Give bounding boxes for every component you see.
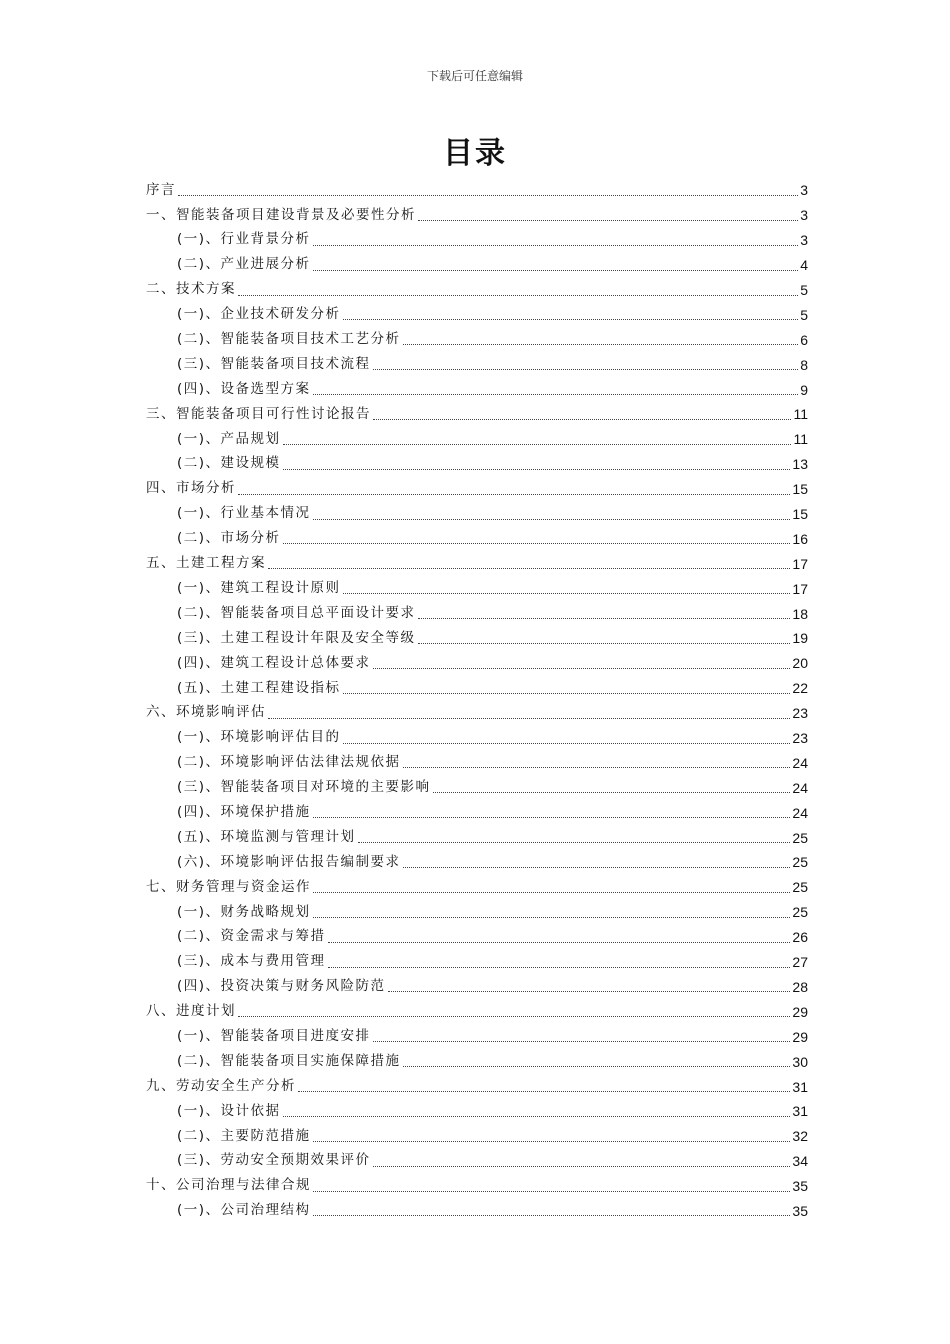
toc-entry-title: (一)、智能装备项目进度安排: [177, 1027, 371, 1044]
toc-section-entry[interactable]: [146, 576, 808, 601]
toc-entry-title: 六、环境影响评估: [146, 704, 266, 721]
toc-entry-title: (一)、财务战略规划: [177, 903, 311, 920]
toc-entry-title: (二)、资金需求与筹措: [177, 928, 326, 945]
toc-entry-title: (三)、土建工程设计年限及安全等级: [177, 629, 416, 646]
toc-section-entry[interactable]: [146, 726, 808, 751]
toc-chapter-entry[interactable]: [146, 477, 808, 502]
toc-dot-leader: [238, 295, 798, 296]
toc-entry-title: (一)、建筑工程设计原则: [177, 579, 341, 596]
toc-section-entry[interactable]: [146, 601, 808, 626]
toc-section-entry[interactable]: [146, 327, 808, 352]
toc-section-entry[interactable]: [146, 925, 808, 950]
toc-dot-leader: [343, 693, 791, 694]
toc-dot-leader: [433, 792, 791, 793]
toc-section-entry[interactable]: [146, 253, 808, 278]
toc-dot-leader: [403, 1066, 791, 1067]
toc-dot-leader: [283, 543, 791, 544]
toc-chapter-entry[interactable]: [146, 402, 808, 427]
toc-page-number: 35: [792, 1202, 808, 1219]
toc-page-number: 23: [792, 730, 808, 747]
toc-chapter-entry[interactable]: [146, 551, 808, 576]
toc-page-number: 11: [793, 406, 808, 423]
toc-page-number: 23: [792, 705, 808, 722]
toc-dot-leader: [268, 718, 790, 719]
toc-section-entry[interactable]: [146, 502, 808, 527]
toc-page-number: 31: [792, 1078, 808, 1095]
toc-page-number: 18: [792, 605, 808, 622]
toc-page-number: 24: [792, 754, 808, 771]
toc-entry-title: 九、劳动安全生产分析: [146, 1077, 296, 1094]
toc-entry-title: 二、技术方案: [146, 281, 236, 298]
toc-dot-leader: [373, 1041, 791, 1042]
toc-chapter-entry[interactable]: [146, 999, 808, 1024]
toc-page-number: 34: [792, 1153, 808, 1170]
toc-entry-title: (五)、环境监测与管理计划: [177, 828, 356, 845]
toc-section-entry[interactable]: [146, 452, 808, 477]
toc-page-number: 8: [800, 356, 808, 373]
toc-entry-title: (四)、设备选型方案: [177, 380, 311, 397]
toc-page-number: 3: [800, 207, 808, 224]
toc-dot-leader: [178, 195, 798, 196]
toc-dot-leader: [313, 817, 791, 818]
toc-page-number: 31: [792, 1103, 808, 1120]
toc-entry-title: (二)、主要防范措施: [177, 1127, 311, 1144]
toc-dot-leader: [373, 419, 791, 420]
page-header: 下载后可任意编辑: [426, 69, 523, 83]
toc-page-number: 11: [793, 431, 808, 448]
toc-page-number: 19: [792, 630, 808, 647]
toc-dot-leader: [313, 1215, 791, 1216]
toc-chapter-entry[interactable]: [146, 875, 808, 900]
toc-dot-leader: [343, 743, 791, 744]
toc-page-number: 35: [792, 1178, 808, 1195]
toc-section-entry[interactable]: [146, 676, 808, 701]
toc-entry-title: (一)、环境影响评估目的: [177, 729, 341, 746]
toc-page-number: 4: [800, 257, 808, 274]
toc-dot-leader: [283, 444, 792, 445]
toc-chapter-entry[interactable]: [146, 1074, 808, 1099]
toc-entry-title: 五、土建工程方案: [146, 555, 266, 572]
toc-dot-leader: [313, 270, 799, 271]
toc-dot-leader: [313, 394, 799, 395]
toc-dot-leader: [373, 1166, 791, 1167]
toc-chapter-entry[interactable]: [146, 178, 808, 203]
toc-page-number: 32: [792, 1128, 808, 1145]
toc-dot-leader: [388, 991, 791, 992]
toc-page-number: 25: [792, 904, 808, 921]
toc-page-number: 30: [792, 1053, 808, 1070]
toc-page-number: 3: [800, 182, 808, 199]
toc-dot-leader: [418, 220, 798, 221]
toc-section-entry[interactable]: [146, 228, 808, 253]
toc-page-number: 17: [792, 555, 808, 572]
toc-entry-title: (三)、劳动安全预期效果评价: [177, 1152, 371, 1169]
toc-section-entry[interactable]: [146, 377, 808, 402]
toc-page-number: 15: [792, 506, 808, 523]
toc-entry-title: (四)、建筑工程设计总体要求: [177, 654, 371, 671]
toc-dot-leader: [238, 1016, 790, 1017]
toc-entry-title: 一、智能装备项目建设背景及必要性分析: [146, 206, 416, 223]
toc-entry-title: (二)、产业进展分析: [177, 256, 311, 273]
toc-section-entry[interactable]: [146, 1024, 808, 1049]
toc-entry-title: (一)、行业背景分析: [177, 231, 311, 248]
toc-dot-leader: [403, 344, 799, 345]
toc-entry-title: (一)、设计依据: [177, 1102, 281, 1119]
toc-page-number: 13: [792, 456, 808, 473]
toc-dot-leader: [298, 1091, 790, 1092]
toc-dot-leader: [418, 618, 791, 619]
toc-dot-leader: [313, 245, 799, 246]
toc-page-number: 24: [792, 804, 808, 821]
toc-entry-title: (二)、市场分析: [177, 530, 281, 547]
toc-section-entry[interactable]: [146, 1099, 808, 1124]
toc-chapter-entry[interactable]: [146, 278, 808, 303]
toc-chapter-entry[interactable]: [146, 1174, 808, 1199]
toc-entry-title: 八、进度计划: [146, 1003, 236, 1020]
toc-page-number: 29: [792, 1003, 808, 1020]
toc-section-entry[interactable]: [146, 1149, 808, 1174]
toc-dot-leader: [238, 494, 790, 495]
toc-chapter-entry[interactable]: [146, 203, 808, 228]
toc-dot-leader: [373, 369, 799, 370]
toc-section-entry[interactable]: [146, 975, 808, 1000]
toc-page-number: 6: [800, 331, 808, 348]
toc-section-entry[interactable]: [146, 800, 808, 825]
toc-page-number: 25: [792, 829, 808, 846]
toc-entry-title: (四)、投资决策与财务风险防范: [177, 978, 386, 995]
toc-entry-title: (三)、智能装备项目对环境的主要影响: [177, 779, 431, 796]
toc-entry-title: (一)、产品规划: [177, 430, 281, 447]
toc-dot-leader: [328, 942, 791, 943]
toc-entry-title: 三、智能装备项目可行性讨论报告: [146, 405, 371, 422]
toc-dot-leader: [313, 519, 791, 520]
toc-section-entry[interactable]: [146, 651, 808, 676]
toc-page-number: 27: [792, 954, 808, 971]
toc-entry-title: (二)、智能装备项目总平面设计要求: [177, 604, 416, 621]
table-of-contents: [146, 178, 808, 1223]
toc-page-number: 22: [792, 680, 808, 697]
toc-dot-leader: [343, 593, 791, 594]
toc-page-number: 16: [792, 530, 808, 547]
toc-section-entry[interactable]: [146, 1049, 808, 1074]
toc-section-entry[interactable]: [146, 750, 808, 775]
toc-dot-leader: [343, 319, 799, 320]
toc-chapter-entry[interactable]: [146, 701, 808, 726]
toc-entry-title: (六)、环境影响评估报告编制要求: [177, 853, 401, 870]
toc-section-entry[interactable]: [146, 775, 808, 800]
toc-section-entry[interactable]: [146, 950, 808, 975]
toc-section-entry[interactable]: [146, 1124, 808, 1149]
toc-page-number: 9: [800, 381, 808, 398]
toc-page-number: 17: [792, 580, 808, 597]
toc-page-number: 20: [792, 655, 808, 672]
toc-entry-title: 十、公司治理与法律合规: [146, 1177, 311, 1194]
toc-dot-leader: [418, 643, 791, 644]
toc-dot-leader: [403, 767, 791, 768]
toc-section-entry[interactable]: [146, 427, 808, 452]
toc-entry-title: (二)、建设规模: [177, 455, 281, 472]
toc-dot-leader: [268, 568, 790, 569]
toc-section-entry[interactable]: [146, 526, 808, 551]
toc-entry-title: 序言: [146, 181, 176, 198]
toc-dot-leader: [373, 668, 791, 669]
toc-entry-title: (一)、企业技术研发分析: [177, 306, 341, 323]
toc-entry-title: (三)、智能装备项目技术流程: [177, 355, 371, 372]
toc-entry-title: (三)、成本与费用管理: [177, 953, 326, 970]
toc-section-entry[interactable]: [146, 626, 808, 651]
toc-dot-leader: [358, 842, 791, 843]
toc-page-number: 24: [792, 779, 808, 796]
toc-section-entry[interactable]: [146, 900, 808, 925]
toc-dot-leader: [313, 892, 790, 893]
toc-page-number: 26: [792, 929, 808, 946]
toc-dot-leader: [313, 1191, 790, 1192]
toc-dot-leader: [328, 967, 791, 968]
toc-entry-title: (四)、环境保护措施: [177, 803, 311, 820]
toc-page-number: 15: [792, 481, 808, 498]
toc-dot-leader: [313, 917, 791, 918]
toc-entry-title: 七、财务管理与资金运作: [146, 878, 311, 895]
toc-section-entry[interactable]: [146, 302, 808, 327]
toc-dot-leader: [283, 1116, 791, 1117]
toc-title: 目录: [443, 136, 507, 171]
toc-page-number: 25: [792, 854, 808, 871]
toc-entry-title: (五)、土建工程建设指标: [177, 679, 341, 696]
toc-entry-title: (二)、环境影响评估法律法规依据: [177, 754, 401, 771]
toc-page-number: 28: [792, 978, 808, 995]
toc-entry-title: 四、市场分析: [146, 480, 236, 497]
toc-section-entry[interactable]: [146, 1199, 808, 1224]
toc-section-entry[interactable]: [146, 850, 808, 875]
toc-page-number: 5: [800, 306, 808, 323]
toc-page-number: 29: [792, 1028, 808, 1045]
toc-section-entry[interactable]: [146, 825, 808, 850]
toc-section-entry[interactable]: [146, 352, 808, 377]
toc-page-number: 5: [800, 282, 808, 298]
toc-entry-title: (二)、智能装备项目实施保障措施: [177, 1052, 401, 1069]
toc-entry-title: (一)、公司治理结构: [177, 1202, 311, 1219]
toc-page-number: 25: [792, 879, 808, 896]
toc-dot-leader: [403, 867, 791, 868]
toc-dot-leader: [313, 1141, 791, 1142]
toc-page-number: 3: [800, 232, 808, 249]
toc-entry-title: (一)、行业基本情况: [177, 505, 311, 522]
toc-entry-title: (二)、智能装备项目技术工艺分析: [177, 331, 401, 348]
toc-dot-leader: [283, 469, 791, 470]
